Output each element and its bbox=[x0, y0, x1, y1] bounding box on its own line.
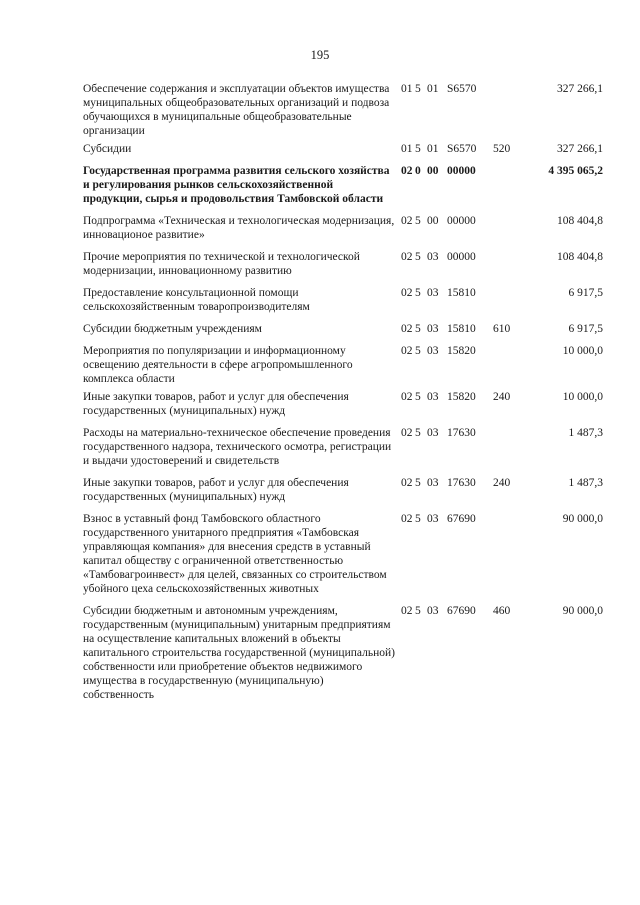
row-section: 02 bbox=[401, 345, 413, 357]
row-section: 01 bbox=[401, 83, 413, 95]
row-section: 02 bbox=[401, 323, 413, 335]
row-target-code: 15820 bbox=[447, 345, 476, 357]
row-name: Субсидии бюджетным и автономным учреждениям, государственным (муниципальным) унитарным предприятиям на осуществление капитальных вложений в объекты капитального строительства государственной (муниципальной) собственности или приобретение объектов недвижимого имущества в государственную (муниципальную) собственность bbox=[83, 605, 395, 701]
row-name: Государственная программа развития сельского хозяйства и регулирования рынков сельскохозяйственной продукции, сырья и продовольствия Тамбовской области bbox=[83, 165, 390, 205]
row-target-code: 15810 bbox=[447, 287, 476, 299]
row-subsection: 5 bbox=[415, 215, 421, 227]
row-target-code: 67690 bbox=[447, 513, 476, 525]
row-amount: 327 266,1 bbox=[557, 143, 603, 155]
row-section: 02 bbox=[401, 477, 413, 489]
row-amount: 1 487,3 bbox=[568, 477, 603, 489]
table-row bbox=[83, 390, 603, 426]
table-row bbox=[83, 344, 603, 390]
row-amount: 108 404,8 bbox=[557, 251, 603, 263]
row-name: Обеспечение содержания и эксплуатации объектов имущества муниципальных общеобразовательных организаций и подвоза обучающихся в муниципальные общеобразовательные организации bbox=[83, 83, 390, 137]
table-row bbox=[83, 322, 603, 344]
row-item: 01 bbox=[427, 83, 439, 95]
row-name: Предоставление консультационной помощи сельскохозяйственным товаропроизводителям bbox=[83, 287, 310, 313]
row-name: Субсидии bbox=[83, 143, 132, 155]
table-row bbox=[83, 250, 603, 286]
row-name: Взнос в уставный фонд Тамбовского областного государственного унитарного предприятия «Тамбовская управляющая компания» для внесения средств в уставный капитал обществу с ограниченной ответственностью «Тамбовагроинвест» для целей, связанных со строительством убойного цеха сельскохозяйственных животных bbox=[83, 513, 387, 595]
row-section: 02 bbox=[401, 427, 413, 439]
row-item: 03 bbox=[427, 323, 439, 335]
table-row bbox=[83, 164, 603, 214]
row-section: 02 bbox=[401, 165, 413, 177]
row-subsection: 5 bbox=[415, 391, 421, 403]
row-item: 03 bbox=[427, 345, 439, 357]
row-section: 02 bbox=[401, 215, 413, 227]
row-subsection: 0 bbox=[415, 165, 421, 177]
row-expense-type: 610 bbox=[493, 323, 511, 335]
row-expense-type: 240 bbox=[493, 391, 511, 403]
row-item: 03 bbox=[427, 391, 439, 403]
row-target-code: 00000 bbox=[447, 215, 476, 227]
row-amount: 6 917,5 bbox=[568, 287, 603, 299]
row-subsection: 5 bbox=[415, 143, 421, 155]
table-row bbox=[83, 286, 603, 322]
row-expense-type bbox=[493, 164, 533, 214]
row-target-code: 15810 bbox=[447, 323, 476, 335]
row-expense-type: 520 bbox=[493, 143, 511, 155]
row-section: 02 bbox=[401, 391, 413, 403]
row-expense-type bbox=[493, 250, 533, 286]
row-subsection: 5 bbox=[415, 427, 421, 439]
row-item: 03 bbox=[427, 513, 439, 525]
row-expense-type bbox=[493, 426, 533, 476]
table-row bbox=[83, 512, 603, 604]
table-row bbox=[83, 604, 603, 710]
row-expense-type bbox=[493, 512, 533, 604]
row-subsection: 5 bbox=[415, 83, 421, 95]
budget-table-body bbox=[83, 82, 603, 710]
row-item: 00 bbox=[427, 165, 439, 177]
row-target-code: 17630 bbox=[447, 427, 476, 439]
row-expense-type bbox=[493, 214, 533, 250]
row-amount: 6 917,5 bbox=[568, 323, 603, 335]
row-name: Подпрограмма «Техническая и технологическая модернизация, инновационое развитие» bbox=[83, 215, 395, 241]
row-name: Субсидии бюджетным учреждениям bbox=[83, 323, 262, 335]
row-item: 03 bbox=[427, 605, 439, 617]
row-amount: 10 000,0 bbox=[562, 345, 603, 357]
row-name: Расходы на материально-техническое обеспечение проведения государственного надзора, технического осмотра, регистрации и выдачи удостоверений и свидетельств bbox=[83, 427, 392, 467]
row-section: 01 bbox=[401, 143, 413, 155]
row-expense-type bbox=[493, 344, 533, 390]
page-number: 195 bbox=[310, 48, 330, 62]
table-row bbox=[83, 82, 603, 142]
row-subsection: 5 bbox=[415, 323, 421, 335]
row-item: 03 bbox=[427, 287, 439, 299]
row-amount: 90 000,0 bbox=[562, 513, 603, 525]
row-expense-type: 240 bbox=[493, 477, 511, 489]
row-target-code: 00000 bbox=[447, 165, 476, 177]
row-target-code: 67690 bbox=[447, 605, 476, 617]
row-amount: 1 487,3 bbox=[568, 427, 603, 439]
table-row bbox=[83, 426, 603, 476]
row-item: 00 bbox=[427, 215, 439, 227]
row-name: Прочие мероприятия по технической и технологической модернизации, инновационному развитию bbox=[83, 251, 360, 277]
row-amount: 327 266,1 bbox=[557, 83, 603, 95]
row-target-code: 15820 bbox=[447, 391, 476, 403]
row-target-code: S6570 bbox=[447, 83, 477, 95]
row-amount: 108 404,8 bbox=[557, 215, 603, 227]
row-name: Иные закупки товаров, работ и услуг для обеспечения государственных (муниципальных) нужд bbox=[83, 477, 349, 503]
row-amount: 10 000,0 bbox=[562, 391, 603, 403]
row-subsection: 5 bbox=[415, 605, 421, 617]
row-subsection: 5 bbox=[415, 477, 421, 489]
row-subsection: 5 bbox=[415, 345, 421, 357]
table-row bbox=[83, 142, 603, 164]
row-item: 03 bbox=[427, 477, 439, 489]
table-row bbox=[83, 476, 603, 512]
row-name: Мероприятия по популяризации и информационному освещению деятельности в сфере агропромышленного комплекса области bbox=[83, 345, 353, 385]
row-expense-type: 460 bbox=[493, 605, 511, 617]
row-name: Иные закупки товаров, работ и услуг для обеспечения государственных (муниципальных) нужд bbox=[83, 391, 349, 417]
row-subsection: 5 bbox=[415, 251, 421, 263]
row-subsection: 5 bbox=[415, 287, 421, 299]
row-section: 02 bbox=[401, 251, 413, 263]
row-target-code: 17630 bbox=[447, 477, 476, 489]
row-target-code: 00000 bbox=[447, 251, 476, 263]
row-section: 02 bbox=[401, 287, 413, 299]
row-subsection: 5 bbox=[415, 513, 421, 525]
budget-table bbox=[83, 82, 603, 710]
row-item: 03 bbox=[427, 251, 439, 263]
table-row bbox=[83, 214, 603, 250]
row-section: 02 bbox=[401, 513, 413, 525]
row-expense-type bbox=[493, 82, 533, 142]
row-section: 02 bbox=[401, 605, 413, 617]
row-item: 01 bbox=[427, 143, 439, 155]
row-expense-type bbox=[493, 286, 533, 322]
row-amount: 4 395 065,2 bbox=[548, 165, 603, 177]
row-amount: 90 000,0 bbox=[562, 605, 603, 617]
row-target-code: S6570 bbox=[447, 143, 477, 155]
row-item: 03 bbox=[427, 427, 439, 439]
